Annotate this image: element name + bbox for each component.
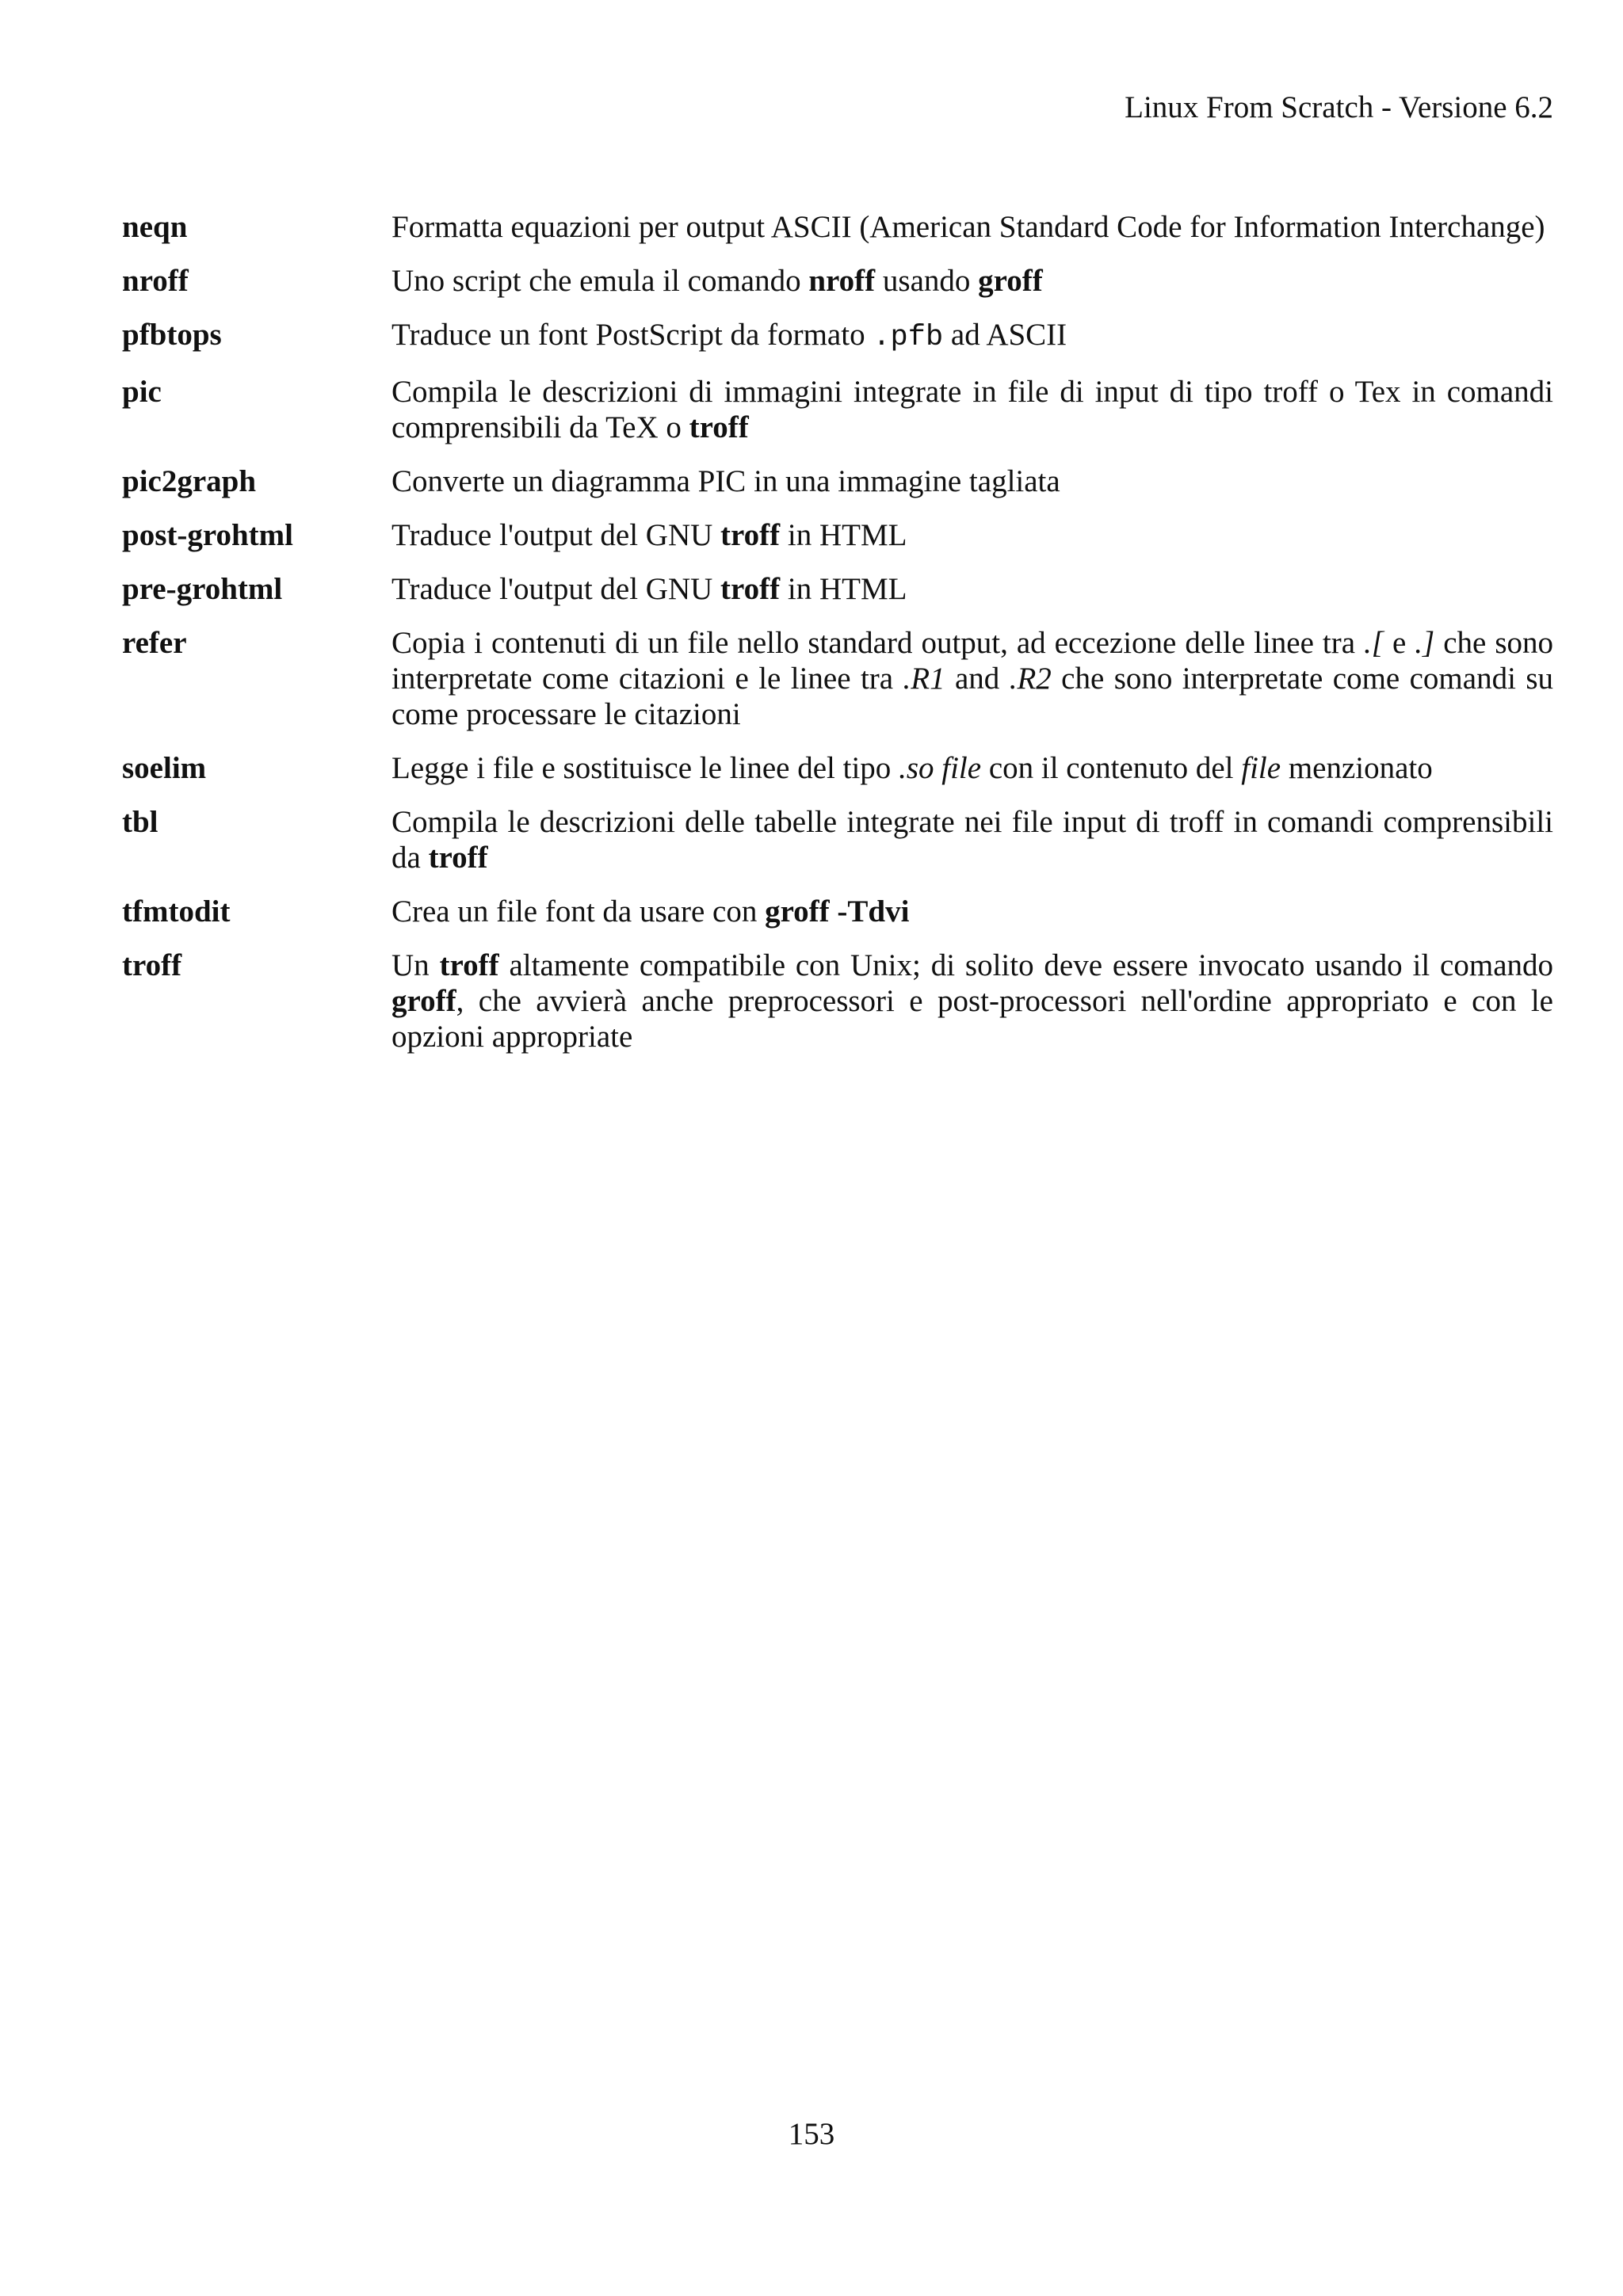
description-text: Compila le descrizioni delle tabelle integrate nei file input di troff in comandi comprensibili da: [391, 805, 1553, 875]
command-description: [391, 948, 1553, 1055]
command-description: [391, 625, 1553, 732]
command-term: soelim: [122, 751, 207, 785]
command-term: pic: [122, 375, 162, 409]
definition-entry: [122, 894, 1553, 929]
description-text: Traduce un font PostScript da formato: [391, 318, 873, 352]
definition-entry: [122, 209, 1553, 245]
description-text: and: [945, 662, 1010, 696]
description-text: Crea un file font da usare con: [391, 894, 766, 929]
term-definition-list: [122, 209, 1553, 1073]
description-text: altamente compatibile con Unix; di solito deve essere invocato usando il comando: [498, 948, 1554, 982]
definition-entry: [122, 750, 1553, 786]
description-text: ad ASCII: [943, 318, 1067, 352]
description-text: in HTML: [780, 572, 907, 606]
description-text: e: [1383, 626, 1415, 660]
description-text: Copia i contenuti di un file nello standard output, ad eccezione delle linee tra: [391, 626, 1365, 660]
description-text: menzionato: [1281, 751, 1433, 785]
bold-command-ref: nroff: [808, 264, 876, 298]
description-text: usando: [875, 264, 979, 298]
command-description: [391, 750, 1553, 786]
italic-text: .R2: [1009, 662, 1052, 696]
command-description: [391, 804, 1553, 875]
description-text: Formatta equazioni per output ASCII (American Standard Code for Information Interchange): [391, 210, 1545, 244]
command-description: [391, 571, 1553, 607]
bold-command-ref: groff: [978, 264, 1043, 298]
bold-command-ref: troff: [689, 410, 749, 444]
command-term: tfmtodit: [122, 894, 231, 929]
bold-command-ref: groff -Tdvi: [765, 894, 910, 929]
command-description: [391, 209, 1553, 245]
italic-text: .so file: [899, 751, 982, 785]
command-term: neqn: [122, 210, 188, 244]
command-term: nroff: [122, 264, 189, 298]
command-term: pre-grohtml: [122, 572, 283, 606]
command-term: troff: [122, 948, 182, 982]
bold-command-ref: troff: [428, 841, 488, 875]
definition-entry: [122, 804, 1553, 875]
bold-command-ref: troff: [720, 572, 781, 606]
definition-entry: [122, 463, 1553, 499]
description-text: in HTML: [780, 518, 907, 552]
description-text: Traduce l'output del GNU: [391, 518, 721, 552]
bold-command-ref: groff: [391, 984, 456, 1018]
description-text: , che avvierà anche preprocessori e post-processori nell'ordine appropriato e con le opzioni appropriate: [391, 984, 1553, 1054]
italic-text: .R1: [903, 662, 945, 696]
definition-entry: [122, 571, 1553, 607]
description-text: Un: [391, 948, 440, 982]
description-text: Traduce l'output del GNU: [391, 572, 721, 606]
command-term: tbl: [122, 805, 158, 839]
command-term: refer: [122, 626, 187, 660]
running-header: Linux From Scratch - Versione 6.2: [1125, 90, 1553, 124]
definition-entry: [122, 317, 1553, 356]
monospace-text: .pfb: [873, 321, 944, 354]
command-description: [391, 894, 1553, 929]
bold-command-ref: troff: [439, 948, 499, 982]
description-text: Legge i file e sostituisce le linee del tipo: [391, 751, 899, 785]
command-description: [391, 517, 1553, 553]
definition-entry: [122, 517, 1553, 553]
description-text: Converte un diagramma PIC in una immagine tagliata: [391, 464, 1060, 498]
command-description: [391, 263, 1553, 299]
definition-entry: [122, 263, 1553, 299]
definition-entry: [122, 948, 1553, 1055]
description-text: Uno script che emula il comando: [391, 264, 809, 298]
italic-text: .[: [1364, 626, 1384, 660]
description-text: che sono interpretate come comandi su come processare le citazioni: [391, 662, 1553, 731]
italic-text: file: [1241, 751, 1281, 785]
command-term: pic2graph: [122, 464, 257, 498]
command-description: [391, 317, 1553, 356]
bold-command-ref: troff: [720, 518, 781, 552]
command-term: post-grohtml: [122, 518, 293, 552]
definition-entry: [122, 374, 1553, 445]
command-description: [391, 463, 1553, 499]
italic-text: .]: [1415, 626, 1435, 660]
description-text: che sono interpretate come citazioni e le linee tra: [391, 626, 1553, 696]
description-text: Compila le descrizioni di immagini integrate in file di input di tipo troff o Tex in comandi comprensibili da TeX o: [391, 375, 1553, 444]
page-number: 153: [788, 2117, 835, 2151]
definition-entry: [122, 625, 1553, 732]
command-description: [391, 374, 1553, 445]
command-term: pfbtops: [122, 318, 222, 352]
description-text: con il contenuto del: [981, 751, 1242, 785]
